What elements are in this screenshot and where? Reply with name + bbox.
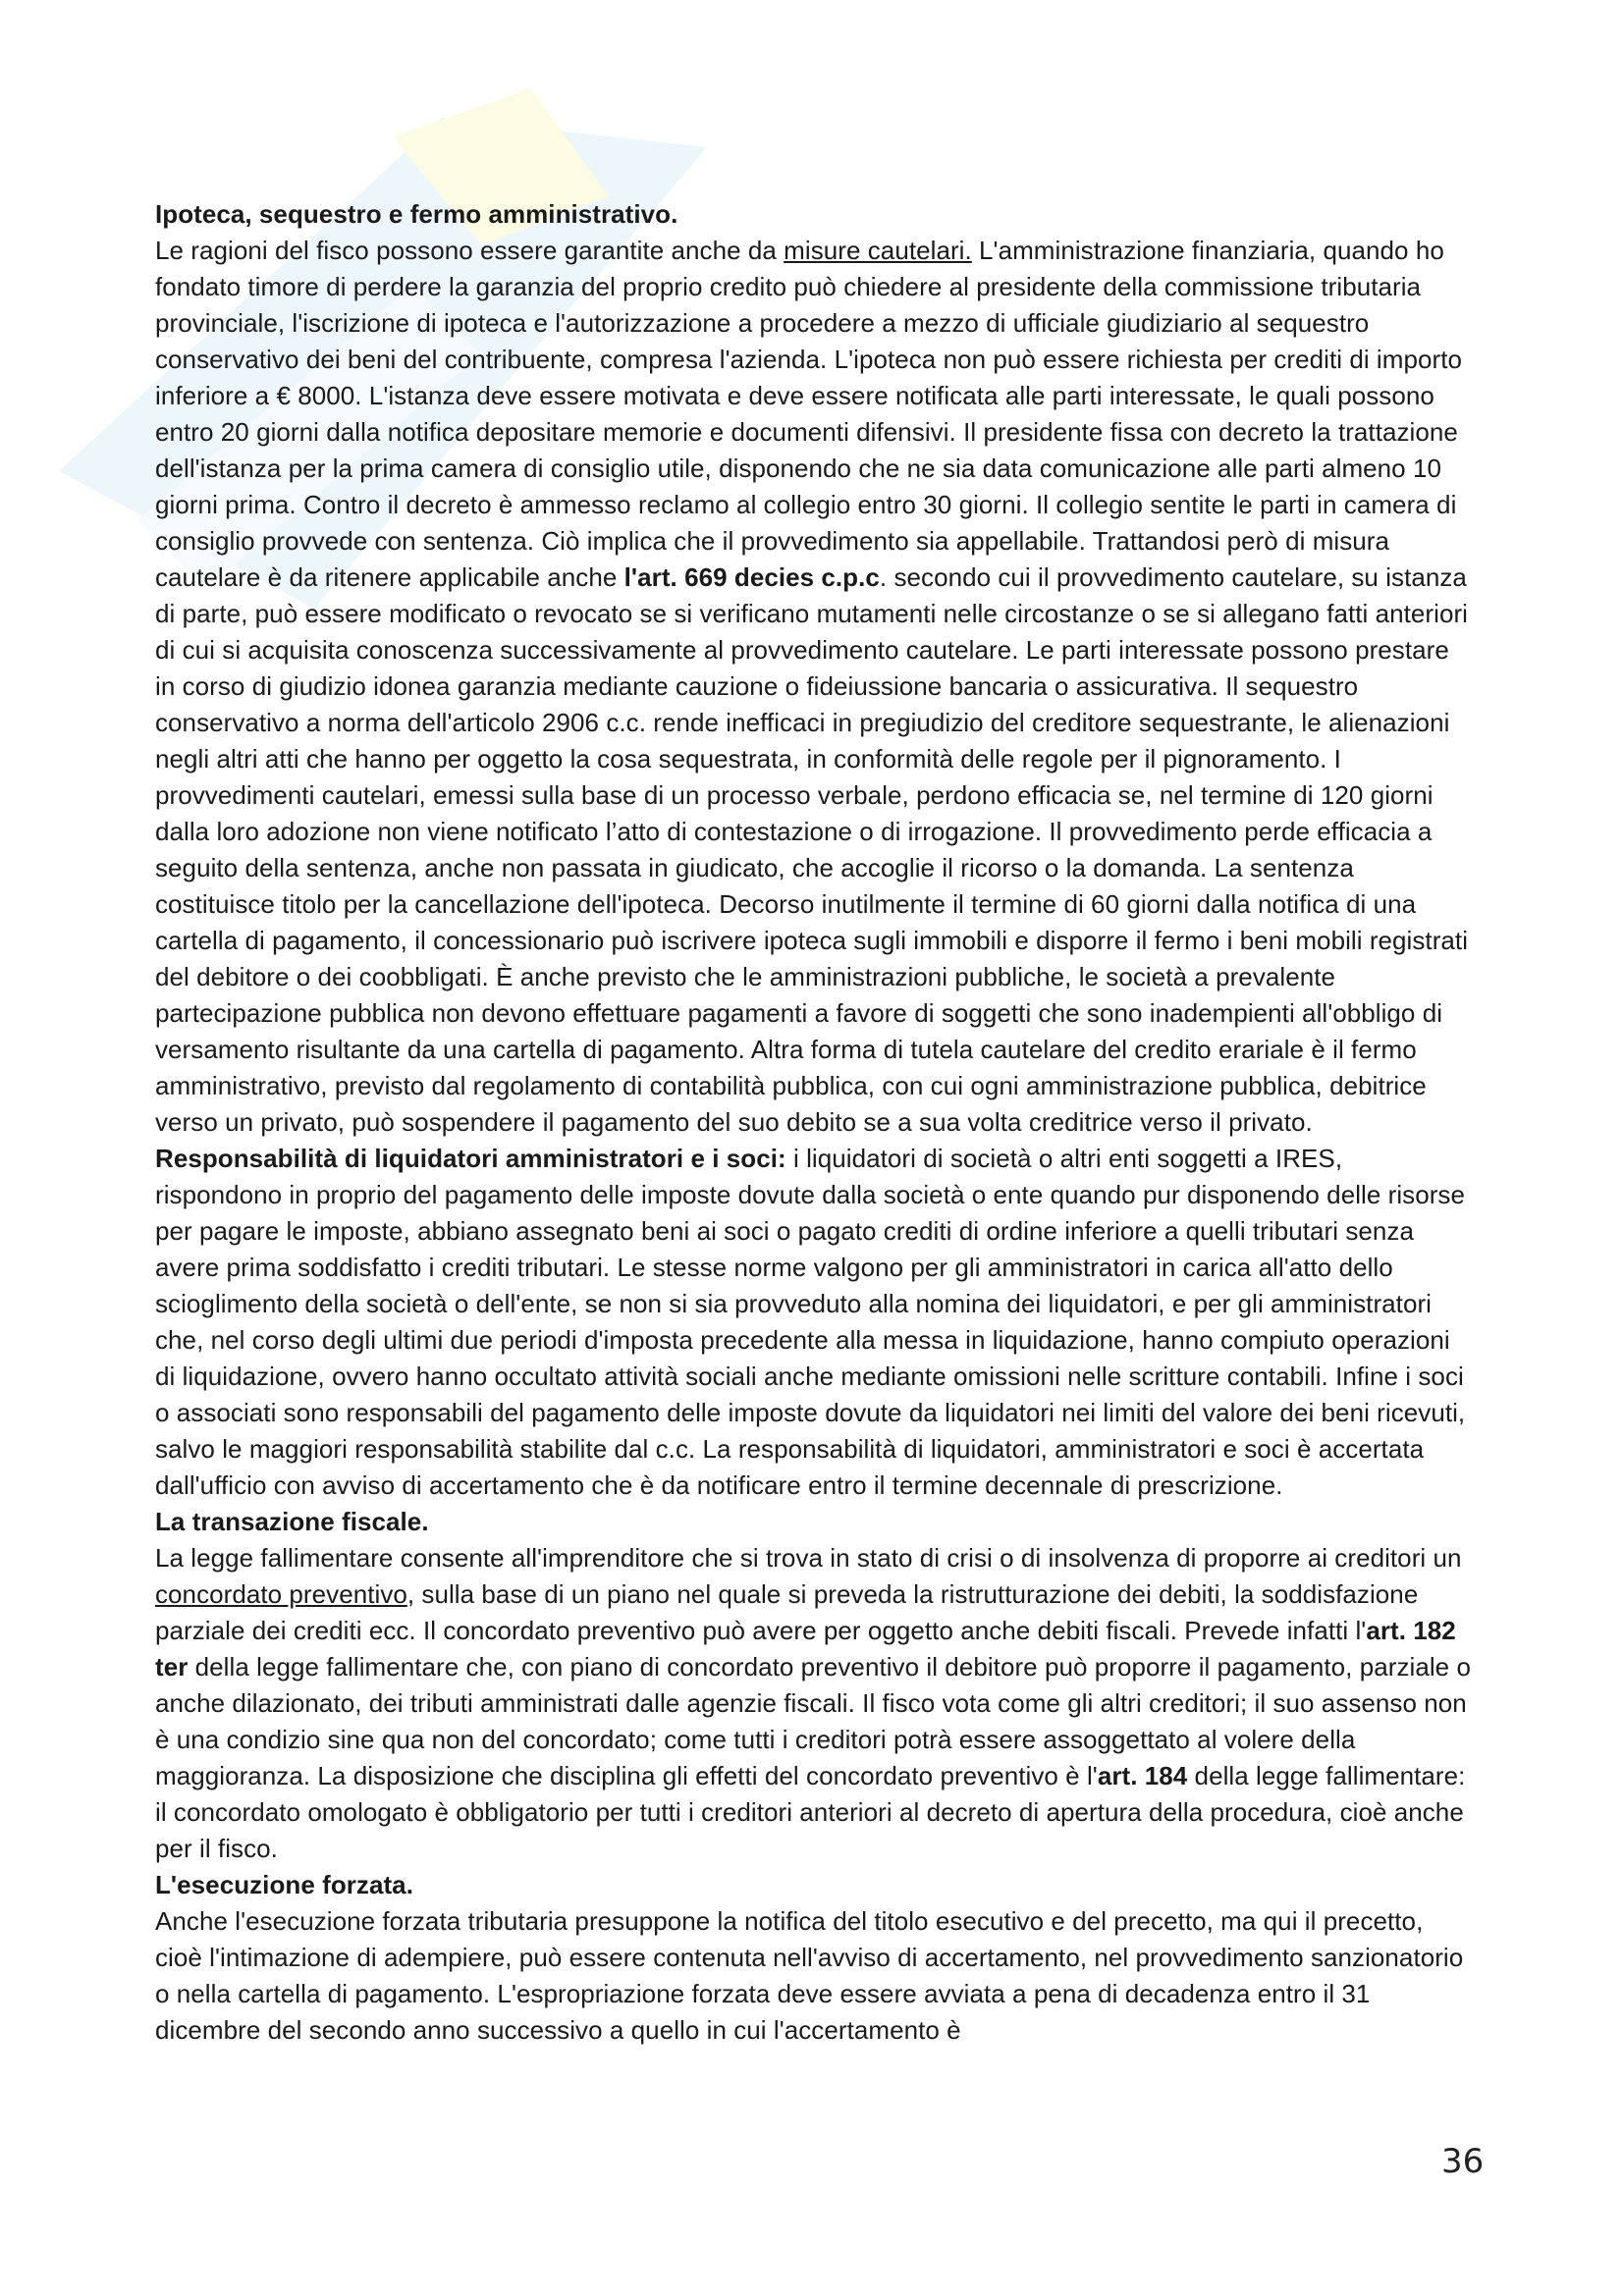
link-misure-cautelari[interactable]: misure cautelari.	[784, 236, 972, 265]
document-body	[155, 196, 1476, 2049]
section-heading-esecuzione: L'esecuzione forzata.	[155, 1870, 413, 1899]
paragraph-ipoteca: Le ragioni del fisco possono essere garantite anche da misure cautelari. L'amministrazione finanziaria, quando ho fondato timore di perdere la garanzia del proprio credito può chiedere al presidente della commissione tributaria provinciale, l'iscrizione di ipoteca e l'autorizzazione a procedere a mezzo di ufficiale giudiziario al sequestro conservativo dei beni del contribuente, compresa l'azienda. L'ipoteca non può essere richiesta per crediti di importo inferiore a € 8000. L'istanza deve essere motivata e deve essere notificata alle parti interessate, le quali possono entro 20 giorni dalla notifica depositare memorie e documenti difensivi. Il presidente fissa con decreto la trattazione dell'istanza per la prima camera di consiglio utile, disponendo che ne sia data comunicazione alle parti almeno 10 giorni prima. Contro il decreto è ammesso reclamo al collegio entro 30 giorni. Il collegio sentite le parti in camera di consiglio provvede con sentenza. Ciò implica che il provvedimento sia appellabile. Trattandosi però di misura cautelare è da ritenere applicabile anche l'art. 669 decies c.p.c. secondo cui il provvedimento cautelare, su istanza di parte, può essere modificato o revocato se si verificano mutamenti nelle circostanze o se si allegano fatti anteriori di cui si acquisita conoscenza successivamente al provvedimento cautelare. Le parti interessate possono prestare in corso di giudizio idonea garanzia mediante cauzione o fideiussione bancaria o assicurativa. Il sequestro conservativo a norma dell'articolo 2906 c.c. rende inefficaci in pregiudizio del creditore sequestrante, le alienazioni negli altri atti che hanno per oggetto la cosa sequestrata, in conformità delle regole per il pignoramento. I provvedimenti cautelari, emessi sulla base di un processo verbale, perdono efficacia se, nel termine di 120 giorni dalla loro adozione non viene notificato l’atto di contestazione o di irrogazione. Il provvedimento perde efficacia a seguito della sentenza, anche non passata in giudicato, che accoglie il ricorso o la domanda. La sentenza costituisce titolo per la cancellazione dell'ipoteca. Decorso inutilmente il termine di 60 giorni dalla notifica di una cartella di pagamento, il concessionario può iscrivere ipoteca sugli immobili e disporre il fermo i beni mobili registrati del debitore o dei coobbligati. È anche previsto che le amministrazioni pubbliche, le società a prevalente partecipazione pubblica non devono effettuare pagamenti a favore di soggetti che sono inadempienti all'obbligo di versamento risultante da una cartella di pagamento. Altra forma di tutela cautelare del credito erariale è il fermo amministrativo, previsto dal regolamento di contabilità pubblica, con cui ogni amministrazione pubblica, debitrice verso un privato, può sospendere il pagamento del suo debito se a sua volta creditrice verso il privato.	[155, 236, 1469, 1137]
paragraph-transazione: La legge fallimentare consente all'imprenditore che si trova in stato di crisi o di insolvenza di proporre ai creditori un concordato preventivo, sulla base di un piano nel quale si preveda la ristrutturazione dei debiti, la soddisfazione parziale dei crediti ecc. Il concordato preventivo può avere per oggetto anche debiti fiscali. Prevede infatti l'art. 182 ter della legge fallimentare che, con piano di concordato preventivo il debitore può proporre il pagamento, parziale o anche dilazionato, dei tributi amministrati dalle agenzie fiscali. Il fisco vota come gli altri creditori; il suo assenso non è una condizio sine qua non del concordato; come tutti i creditori potrà essere assoggettato al volere della maggioranza. La disposizione che disciplina gli effetti del concordato preventivo è l'art. 184 della legge fallimentare: il concordato omologato è obbligatorio per tutti i creditori anteriori al decreto di apertura della procedura, cioè anche per il fisco.	[155, 1543, 1471, 1863]
paragraph-esecuzione: Anche l'esecuzione forzata tributaria presuppone la notifica del titolo esecutivo e del precetto, ma qui il precetto, cioè l'intimazione di adempiere, può essere contenuta nell'avviso di accertamento, nel provvedimento sanzionatorio o nella cartella di pagamento. L'espropriazione forzata deve essere avviata a pena di decadenza entro il 31 dicembre del secondo anno successivo a quello in cui l'accertamento è	[155, 1906, 1464, 2045]
link-concordato-preventivo[interactable]: concordato preventivo	[155, 1579, 407, 1609]
page-number: 36	[1441, 2142, 1485, 2181]
section-heading-responsabilita: Responsabilità di liquidatori amministratori e i soci:	[155, 1144, 786, 1173]
section-heading-ipoteca: Ipoteca, sequestro e fermo amministrativo.	[155, 199, 678, 229]
section-heading-transazione: La transazione fiscale.	[155, 1507, 429, 1536]
paragraph-responsabilita: Responsabilità di liquidatori amministratori e i soci: i liquidatori di società o altri enti soggetti a IRES, rispondono in proprio del pagamento delle imposte dovute dalla società o ente quando pur disponendo delle risorse per pagare le imposte, abbiano assegnato beni ai soci o pagato crediti di ordine inferiore a quelli tributari senza avere prima soddisfatto i crediti tributari. Le stesse norme valgono per gli amministratori in carica all'atto dello scioglimento della società o dell'ente, se non si sia provveduto alla nomina dei liquidatori, e per gli amministratori che, nel corso degli ultimi due periodi d'imposta precedente alla messa in liquidazione, hanno compiuto operazioni di liquidazione, ovvero hanno occultato attività sociali anche mediante omissioni nelle scritture contabili. Infine i soci o associati sono responsabili del pagamento delle imposte dovute da liquidatori nei limiti del valore dei beni ricevuti, salvo le maggiori responsabilità stabilite dal c.c. La responsabilità di liquidatori, amministratori e soci è accertata dall'ufficio con avviso di accertamento che è da notificare entro il termine decennale di prescrizione.	[155, 1144, 1466, 1500]
